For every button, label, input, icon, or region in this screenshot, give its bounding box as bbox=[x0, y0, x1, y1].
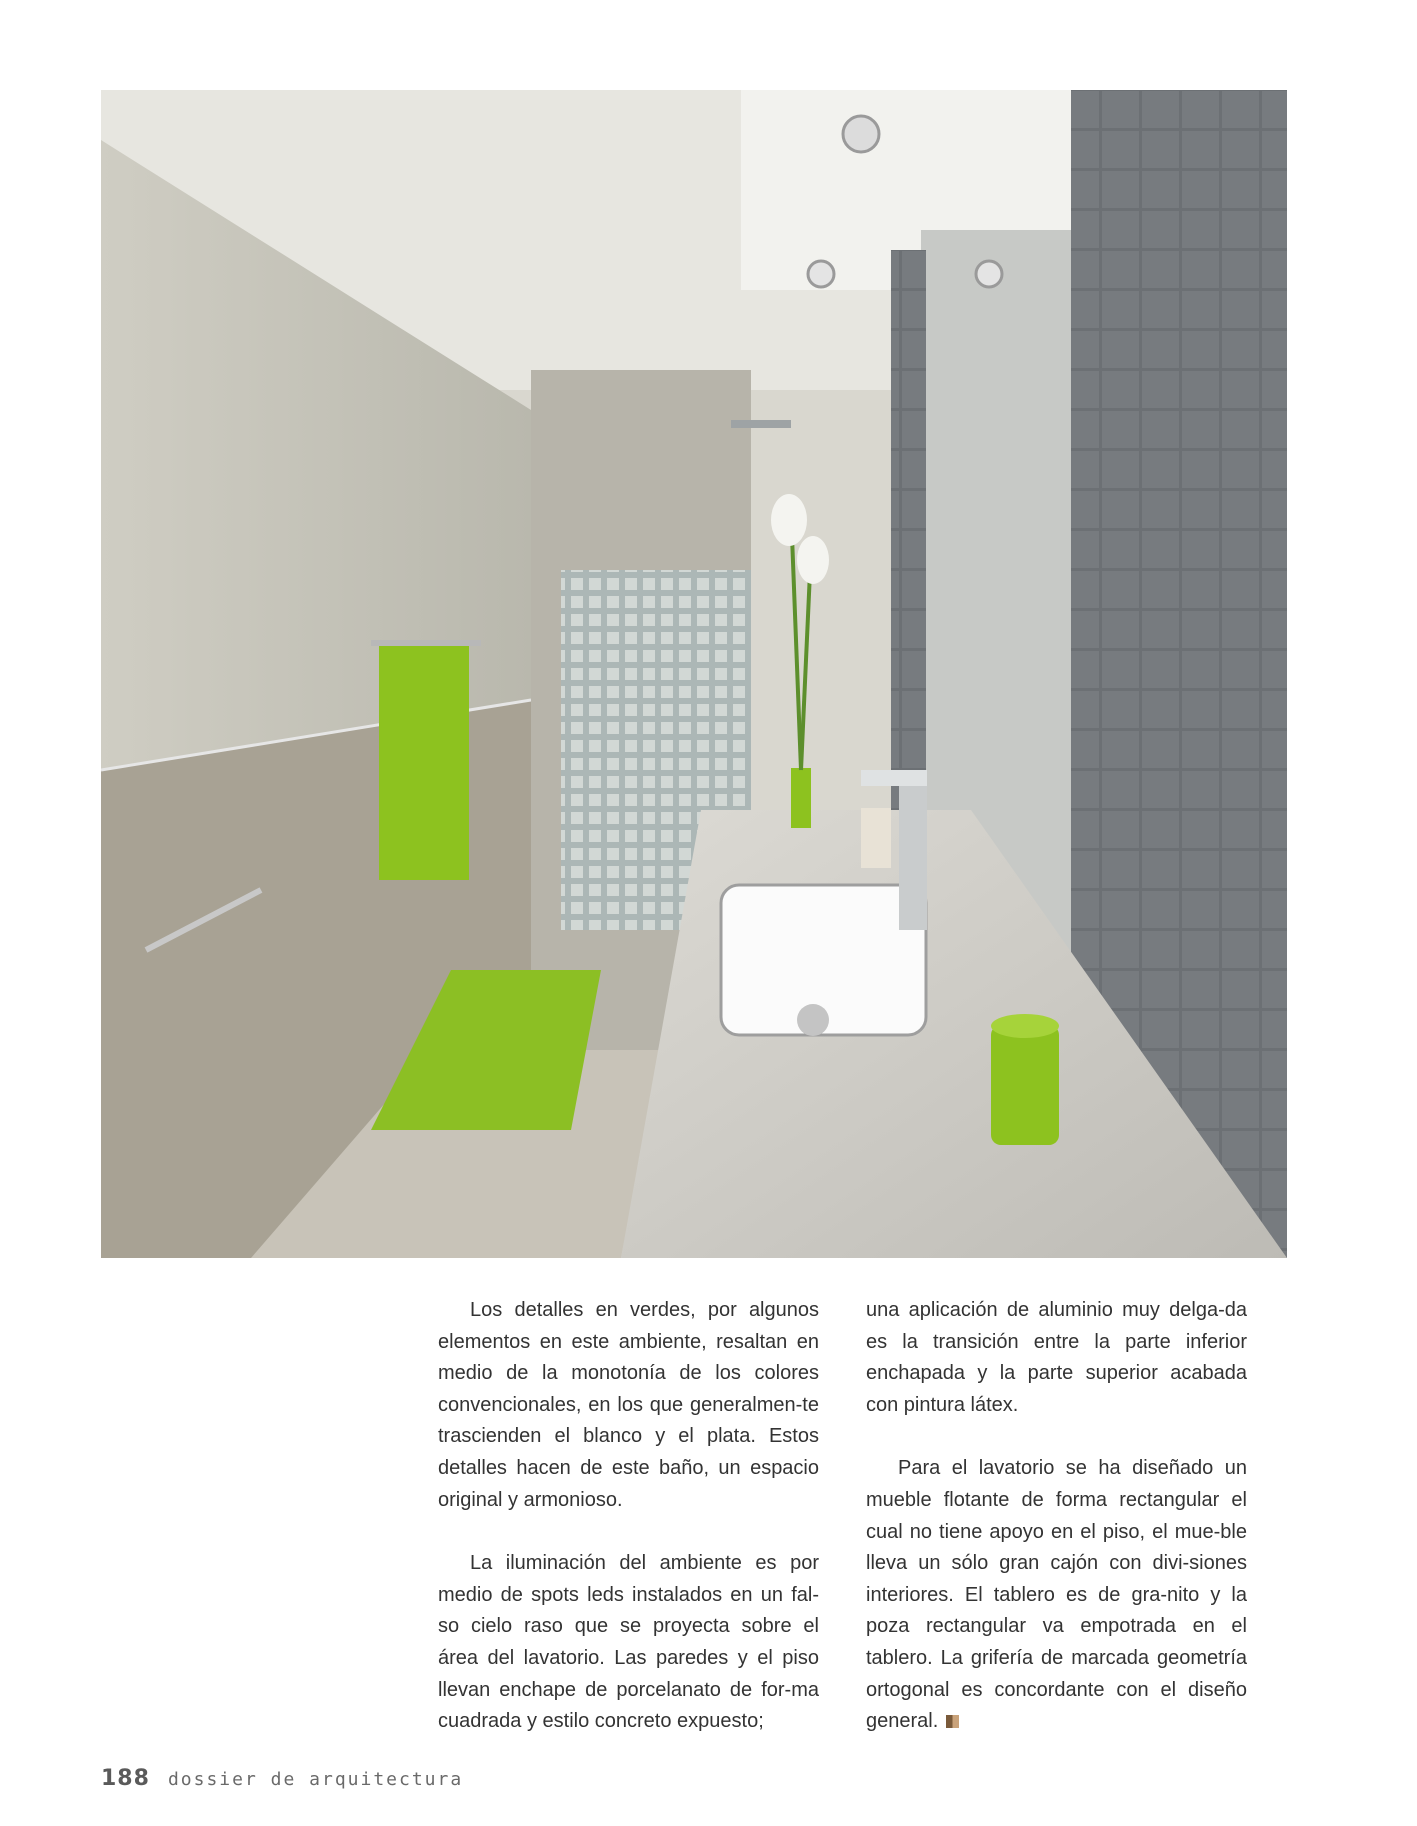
paragraph-final bbox=[866, 1453, 1247, 1737]
bathroom-photo bbox=[101, 90, 1287, 1258]
paragraph: La iluminación del ambiente es por medio de spots leds instalados en un fal-so cielo raso que se proyecta sobre el área del lavatorio. Las paredes y el piso llevan enchape de porcelanato de for-ma cuadrada y estilo concreto expuesto; bbox=[438, 1552, 819, 1733]
magazine-name: dossier de arquitectura bbox=[167, 1769, 464, 1790]
page-footer bbox=[101, 1766, 463, 1796]
article-column-left bbox=[438, 1295, 819, 1770]
page-number: 188 bbox=[101, 1766, 150, 1791]
paragraph-text: Para el lavatorio se ha diseñado un mueble flotante de forma rectangular el cual no tiene apoyo en el piso, el mue-ble lleva un sólo gran cajón con divi-siones interiores. El tablero es de gra-nito y la poza rectangular va empotrada en el tablero. La grifería de marcada geometría ortogonal es concordante con el diseño general. bbox=[866, 1457, 1247, 1733]
end-of-article-icon bbox=[946, 1715, 959, 1728]
paragraph: una aplicación de aluminio muy delga-da es la transición entre la parte inferior enchapada y la parte superior acabada con pintura látex. bbox=[866, 1299, 1247, 1416]
paragraph: Los detalles en verdes, por algunos elementos en este ambiente, resaltan en medio de la monotonía de los colores convencionales, en los que generalmen-te trascienden el blanco y el plata. Estos detalles hacen de este baño, un espacio original y armonioso. bbox=[438, 1299, 819, 1511]
article-column-right bbox=[866, 1295, 1247, 1770]
